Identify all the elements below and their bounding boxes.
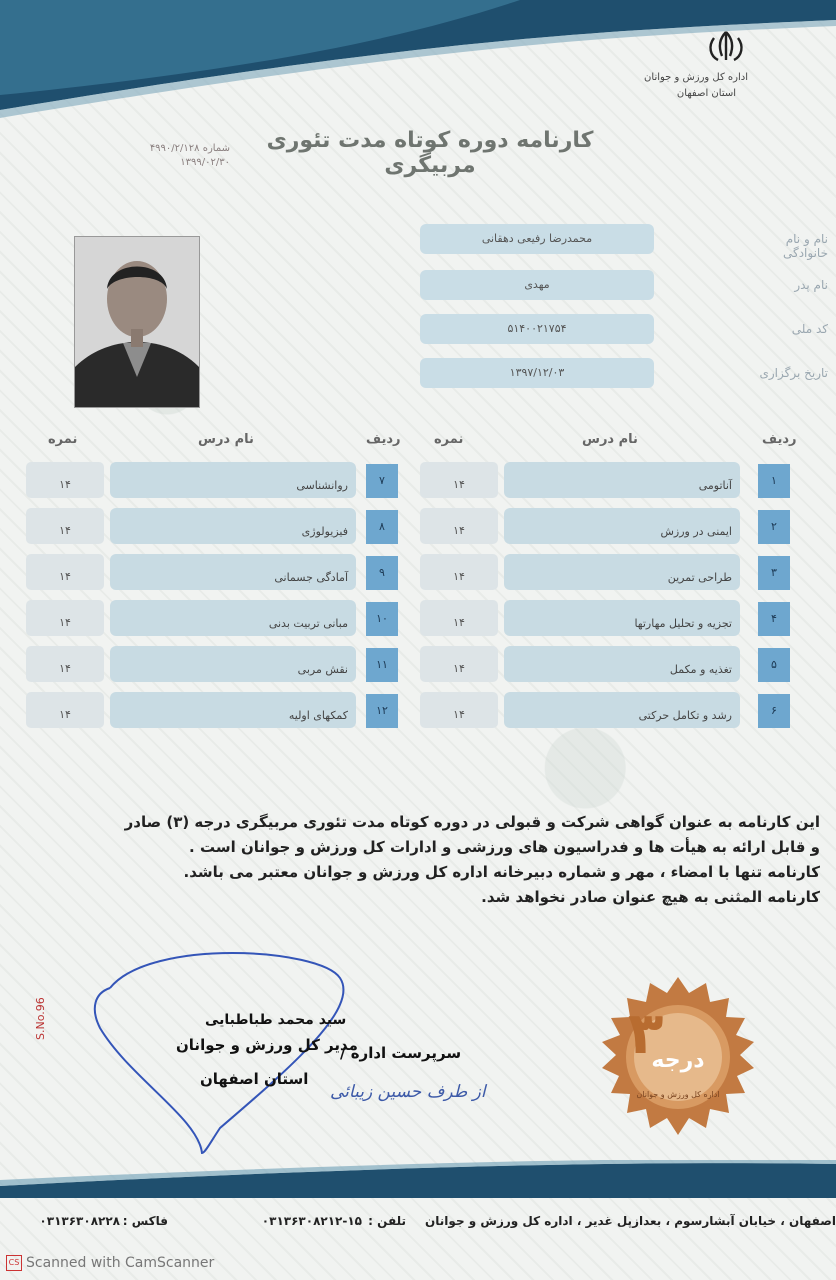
info-national-id-field: ۵۱۴۰۰۲۱۷۵۴ xyxy=(420,314,654,344)
row-course-name: روانشناسی xyxy=(110,462,356,498)
document-meta xyxy=(60,142,230,170)
bottom-banner xyxy=(0,1160,836,1198)
row-rank: ۳ xyxy=(758,556,790,590)
row-grade: ۱۴ xyxy=(26,646,104,682)
row-grade: ۱۴ xyxy=(420,508,498,544)
body-line: این کارنامه به عنوان گواهی شرکت و قبولی در دوره کوتاه مدت تئوری مربیگری درجه (۳) صادر xyxy=(124,813,820,831)
footer-phone-label: تلفن : xyxy=(368,1214,406,1228)
row-grade: ۱۴ xyxy=(420,692,498,728)
letter-date: ۱۳۹۹/۰۲/۳۰ xyxy=(180,157,230,168)
row-rank: ۵ xyxy=(758,648,790,682)
row-course-name: مبانی تربیت بدنی xyxy=(110,600,356,636)
body-line: کارنامه تنها با امضاء ، مهر و شماره دبیرخانه اداره کل ورزش و جوانان معتبر می باشد. xyxy=(183,863,820,881)
row-grade: ۱۴ xyxy=(26,462,104,498)
header-rank-left: ردیف xyxy=(366,432,401,447)
row-grade: ۱۴ xyxy=(26,692,104,728)
header-grade-left: نمره xyxy=(48,432,78,447)
row-grade: ۱۴ xyxy=(420,646,498,682)
seal-number: ۳ xyxy=(628,999,664,1067)
info-label-name: نام و نام خانوادگی xyxy=(782,232,828,260)
row-grade: ۱۴ xyxy=(420,554,498,590)
info-name-field: محمدرضا رفیعی دهقانی xyxy=(420,224,654,254)
iran-emblem-icon xyxy=(700,28,752,66)
header-rank-right: ردیف xyxy=(762,432,797,447)
row-rank: ۲ xyxy=(758,510,790,544)
info-label-national-id: کد ملی xyxy=(791,322,828,336)
letter-number: شماره ۴۹۹۰/۲/۱۲۸ xyxy=(149,143,230,154)
row-grade: ۱۴ xyxy=(26,508,104,544)
page-title: کارنامه دوره کوتاه مدت تئوری مربیگری xyxy=(266,128,594,178)
row-rank: ۶ xyxy=(758,694,790,728)
row-course-name: نقش مربی xyxy=(110,646,356,682)
footer-address: اصفهان ، خیابان آبشارسوم ، بعدازپل غدیر ، اداره کل ورزش و جوانان xyxy=(425,1214,836,1228)
row-rank: ۱۱ xyxy=(366,648,398,682)
certificate-body xyxy=(40,810,820,910)
footer-fax: ۰۳۱۳۶۳۰۸۲۲۸ xyxy=(39,1214,120,1228)
row-course-name: آمادگی جسمانی xyxy=(110,554,356,590)
body-line: کارنامه المثنی به هیچ عنوان صادر نخواهد شد. xyxy=(481,888,820,906)
signer-position: مدیر کل ورزش و جوانان xyxy=(176,1036,358,1054)
row-rank: ۱۰ xyxy=(366,602,398,636)
row-grade: ۱۴ xyxy=(26,554,104,590)
supervisor-label: سرپرست اداره / xyxy=(340,1044,462,1062)
row-course-name: تجزیه و تحلیل مهارتها xyxy=(504,600,740,636)
row-course-name: تغذیه و مکمل xyxy=(504,646,740,682)
row-rank: ۸ xyxy=(366,510,398,544)
scanner-watermark xyxy=(6,1255,214,1271)
row-course-name: فیزیولوژی xyxy=(110,508,356,544)
header-course-left: نام درس xyxy=(198,432,254,447)
info-date-field: ۱۳۹۷/۱۲/۰۳ xyxy=(420,358,654,388)
row-course-name: طراحی تمرین xyxy=(504,554,740,590)
row-grade: ۱۴ xyxy=(420,462,498,498)
grade-seal-icon xyxy=(588,975,768,1150)
row-course-name: کمکهای اولیه xyxy=(110,692,356,728)
seal-label: درجه xyxy=(651,1048,705,1073)
signer-province: استان اصفهان xyxy=(200,1070,309,1088)
org-province: استان اصفهان xyxy=(676,88,736,99)
footer-phone: ۰۳۱۳۶۳۰۸۲۱۲-۱۵ xyxy=(261,1214,362,1228)
scanner-note: Scanned with CamScanner xyxy=(26,1255,215,1271)
row-course-name: رشد و تکامل حرکتی xyxy=(504,692,740,728)
serial-number: S.No.96 xyxy=(34,997,47,1040)
handwritten-note: از طرف حسین زیبائی xyxy=(330,1082,486,1102)
row-course-name: آناتومی xyxy=(504,462,740,498)
camscanner-icon: CS xyxy=(6,1255,22,1271)
row-rank: ۱ xyxy=(758,464,790,498)
signer-name: سید محمد طباطبایی xyxy=(205,1012,347,1028)
row-grade: ۱۴ xyxy=(420,600,498,636)
row-rank: ۷ xyxy=(366,464,398,498)
body-line: و قابل ارائه به هیأت ها و فدراسیون های ورزشی و ادارات کل ورزش و جوانان است . xyxy=(189,838,820,856)
row-course-name: ایمنی در ورزش xyxy=(504,508,740,544)
header-course-right: نام درس xyxy=(582,432,638,447)
info-father-field: مهدی xyxy=(420,270,654,300)
info-label-father: نام پدر xyxy=(794,278,828,292)
footer-fax-label: فاکس : xyxy=(122,1214,168,1228)
profile-photo xyxy=(74,236,200,408)
info-label-date: تاریخ برگزاری xyxy=(759,366,828,380)
row-rank: ۹ xyxy=(366,556,398,590)
row-grade: ۱۴ xyxy=(26,600,104,636)
header-grade-right: نمره xyxy=(434,432,464,447)
row-rank: ۴ xyxy=(758,602,790,636)
footer-contact xyxy=(0,1208,836,1238)
org-name: اداره کل ورزش و جوانان xyxy=(644,72,748,83)
seal-ring-text: اداره کل ورزش و جوانان xyxy=(636,1090,720,1099)
row-rank: ۱۲ xyxy=(366,694,398,728)
